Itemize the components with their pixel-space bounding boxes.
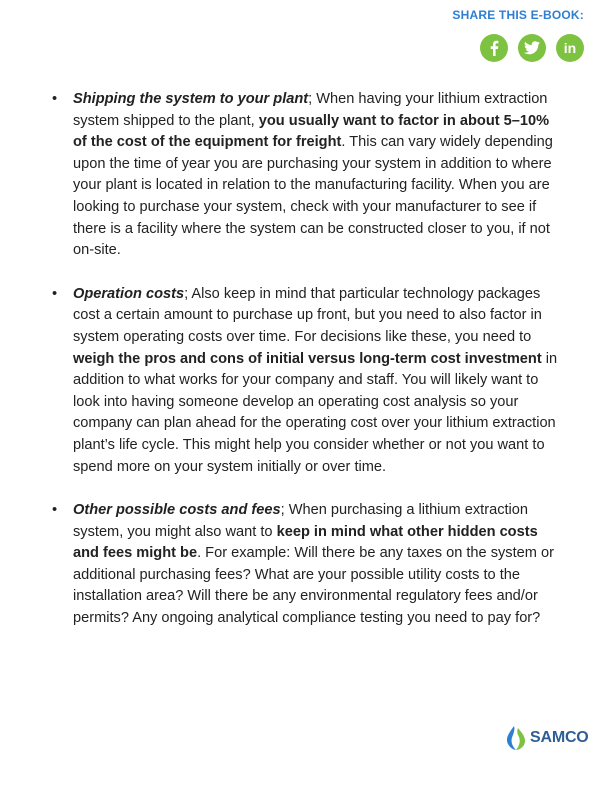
bullet-marker: • — [52, 502, 58, 519]
main-content — [52, 89, 562, 630]
bullet-text: ; When purchasing a lithium extraction system, you might also want to — [73, 502, 529, 540]
facebook-share-button[interactable] — [480, 34, 508, 62]
bullet-text: in addition to what works for your company and staff. You will likely want to look into having someone develop an operating cost analysis so your company can plan ahead for the operating cost over your lithium extraction plant’s life cycle. This might help you consider whether or not you want to spend more on your system initially or over time. — [73, 350, 558, 475]
bullet-text: ; When having your lithium extraction system shipped to the plant, — [73, 91, 548, 129]
samco-logo-text: SAMCO — [530, 729, 589, 746]
bullet-emphasis: keep in mind what other hidden costs and fees might be — [73, 523, 538, 562]
bullet-heading: Operation costs — [73, 285, 185, 302]
bullet-marker: • — [52, 91, 58, 107]
list-item — [52, 284, 562, 478]
twitter-share-button[interactable] — [518, 34, 546, 62]
linkedin-glyph: in — [563, 40, 577, 56]
linkedin-share-button[interactable] — [556, 34, 584, 62]
bullet-text: . This can vary widely depending upon the time of year you are purchasing your system in addition to where your plant is located in relation to the manufacturing facility. When you are looking to purchase your system, check with your manufacturer to see if there is a facility where the system can be constructed closer to you, if not on-site. — [73, 134, 553, 259]
list-item — [52, 500, 562, 630]
twitter-icon — [524, 41, 540, 55]
share-title: SHARE THIS E-BOOK: — [452, 8, 584, 22]
bullet-heading: Shipping the system to your plant — [73, 91, 309, 107]
bullet-text: ; Also keep in mind that particular technology packages cost a certain amount to purchase up front, but you need to also factor in system operating costs over time. For decisions like these, you need to — [73, 285, 542, 345]
samco-logo — [505, 725, 589, 751]
samco-logo-icon — [505, 725, 527, 751]
list-item — [52, 89, 562, 262]
facebook-icon — [487, 40, 501, 56]
bullet-emphasis: you usually want to factor in about 5–10% of the cost of the equipment for freight — [73, 112, 550, 151]
share-bar — [384, 8, 584, 62]
bullet-emphasis: weigh the pros and cons of initial versus long-term cost investment — [73, 350, 542, 367]
bullet-marker: • — [52, 285, 58, 302]
linkedin-icon — [561, 40, 579, 56]
bullet-heading: Other possible costs and fees — [73, 502, 281, 519]
share-icons — [384, 34, 584, 62]
bullet-text: . For example: Will there be any taxes on the system or additional purchasing fees? What are your possible utility costs to the installation area? Will there be any environmental regulatory fees and/or permits? Any ongoing analytical compliance testing you need to pay for? — [73, 545, 554, 627]
